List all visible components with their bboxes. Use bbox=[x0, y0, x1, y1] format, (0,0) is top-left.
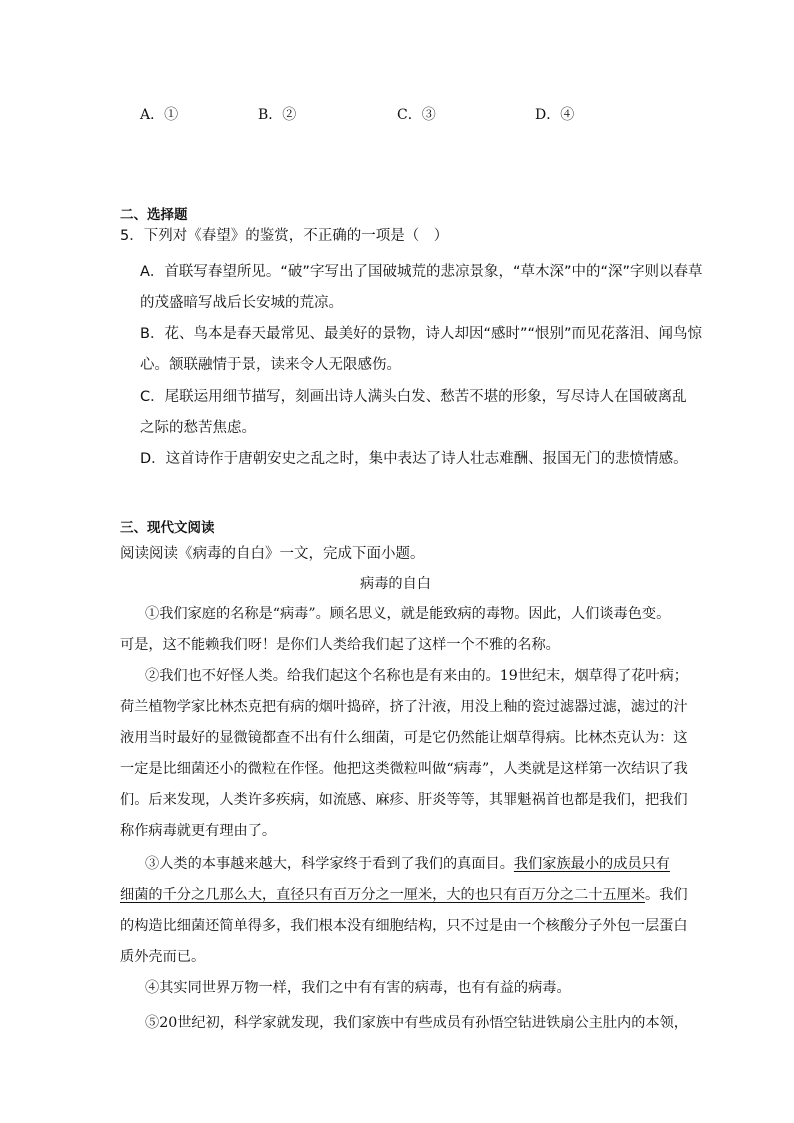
section-3-heading: 三、现代文阅读 bbox=[120, 520, 215, 536]
option-c: C．③ bbox=[397, 107, 436, 123]
reading-intro: 阅读阅读《病毒的自白》一文，完成下面小题。 bbox=[120, 546, 425, 562]
para-1-line-2: 可是，这不能赖我们呀！是你们人类给我们起了这样一个不雅的名称。 bbox=[120, 637, 560, 653]
para-2-line-1: ②我们也不好怪人类。给我们起这个名称也是有来由的。19世纪末，烟草得了花叶病； bbox=[145, 668, 688, 684]
para-3-line-2-plain: 。我们 bbox=[644, 887, 688, 903]
para-4: ④其实同世界万物一样，我们之中有有害的病毒，也有有益的病毒。 bbox=[145, 980, 571, 996]
option-a: A．① bbox=[140, 107, 179, 123]
para-3-line-1 bbox=[145, 853, 670, 873]
question-5: 5．下列对《春望》的鉴赏，不正确的一项是（ ） bbox=[120, 228, 449, 244]
answer-a-line-2: 的茂盛暗写战后长安城的荒凉。 bbox=[140, 295, 343, 311]
para-3-line-3: 的构造比细菌还简单得多，我们根本没有细胞结构，只不过是由一个核酸分子外包一层蛋白 bbox=[120, 918, 688, 934]
para-5-line-1: ⑤20世纪初，科学家就发现，我们家族中有些成员有孙悟空钻进铁扇公主肚内的本领， bbox=[145, 1015, 688, 1031]
option-d: D．④ bbox=[535, 107, 575, 123]
para-2-line-5: 们。后来发现，人类许多疾病，如流感、麻疹、肝炎等等，其罪魁祸首也都是我们，把我们 bbox=[120, 792, 688, 808]
para-2-line-2: 荷兰植物学家比林杰克把有病的烟叶捣碎，挤了汁液，用没上釉的瓷过滤器过滤，滤过的汁 bbox=[120, 699, 688, 715]
para-3-line-4: 质外壳而已。 bbox=[120, 949, 206, 965]
answer-d-line-1: D．这首诗作于唐朝安史之乱之时，集中表达了诗人壮志难酬、报国无门的悲愤情感。 bbox=[140, 451, 688, 467]
para-2-line-3: 液用当时最好的显微镜都查不出有什么细菌，可是它仍然能让烟草得病。比林杰克认为：这 bbox=[120, 730, 688, 746]
answer-a-line-1: A．首联写春望所见。“破”字写出了国破城荒的悲凉景象，“草木深”中的“深”字则以春草 bbox=[140, 264, 703, 280]
answer-b-line-1: B．花、鸟本是春天最常见、最美好的景物，诗人却因“感时”“恨别”而见花落泪、闻鸟惊 bbox=[140, 326, 702, 342]
para-3-line-2 bbox=[120, 884, 688, 904]
para-3-line-1-plain: ③人类的本事越来越大，科学家终于看到了我们的真面目。 bbox=[145, 856, 514, 872]
para-3-underlined-text: 我们家族最小的成员只有 bbox=[513, 856, 670, 872]
answer-c-line-1: C．尾联运用细节描写，刻画出诗人满头白发、愁苦不堪的形象，写尽诗人在国破离乱 bbox=[140, 389, 687, 405]
answer-b-line-2: 心。颔联融情于景，读来令人无限感伤。 bbox=[140, 357, 401, 373]
article-title: 病毒的自白 bbox=[360, 576, 431, 592]
para-2-line-6: 称作病毒就更有理由了。 bbox=[120, 823, 277, 839]
section-2-heading: 二、选择题 bbox=[120, 207, 188, 223]
para-2-line-4: 一定是比细菌还小的微粒在作怪。他把这类微粒叫做“病毒”，人类就是这样第一次结识了我 bbox=[120, 761, 688, 777]
para-1-line-1: ①我们家庭的名称是“病毒”。顾名思义，就是能致病的毒物。因此，人们谈毒色变。 bbox=[145, 606, 671, 622]
option-b: B．② bbox=[258, 107, 297, 123]
para-3-underlined-text-2: 细菌的千分之几那么大，直径只有百万分之一厘米，大的也只有百万分之二十五厘米 bbox=[120, 887, 645, 903]
answer-c-line-2: 之际的愁苦焦虑。 bbox=[140, 420, 256, 436]
